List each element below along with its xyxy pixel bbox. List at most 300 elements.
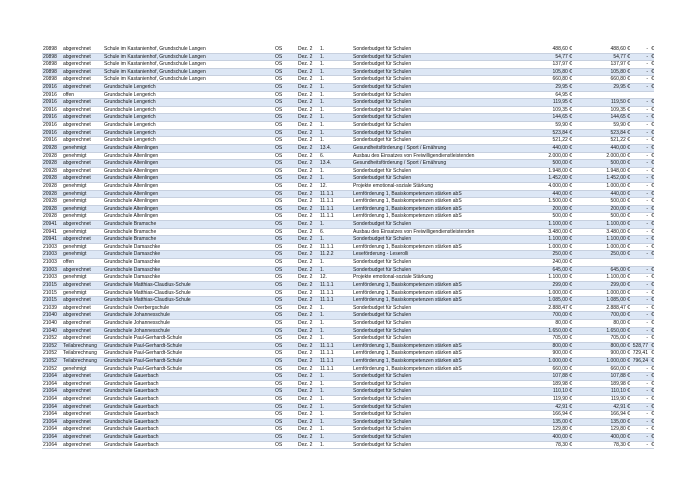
cell-status: genehmigt — [63, 228, 87, 235]
cell-project-id: 20928 — [43, 167, 57, 174]
cell-status: Teilabrechnung — [63, 350, 97, 357]
cell-department: Dez. 2 — [298, 426, 313, 433]
cell-department: Dez. 2 — [298, 297, 313, 304]
cell-status: genehmigt — [63, 205, 87, 212]
cell-status: abgerechnet — [63, 106, 91, 113]
table-row — [42, 206, 654, 214]
cell-measure-description: Lernförderung 1, Basiskompetenzen stärken abS — [353, 342, 462, 349]
table-row — [42, 229, 654, 237]
cell-measure-number: 1. — [320, 122, 325, 129]
cell-status: abgerechnet — [63, 160, 91, 167]
cell-measure-number: 1. — [320, 418, 325, 425]
table-row — [42, 381, 654, 389]
cell-school: Grundschule Altenlingen — [104, 152, 159, 159]
cell-requested-amount: 166,94 € — [552, 411, 572, 418]
cell-measure-number: 1. — [320, 388, 325, 395]
cell-approved-amount: 78,30 € — [613, 441, 630, 448]
table-row — [42, 373, 654, 381]
cell-measure-number: 1. — [320, 91, 325, 98]
cell-region: OS — [275, 243, 283, 250]
cell-remaining-amount: - — [646, 312, 648, 319]
cell-school: Grundschule Gauerbach — [104, 434, 159, 441]
cell-measure-description: Sonderbudget für Schulen — [353, 221, 412, 228]
cell-department: Dez. 2 — [298, 190, 313, 197]
cell-school: Schule im Kastanienhof, Grundschule Langen — [104, 61, 206, 68]
cell-school: Schule im Kastanienhof, Grundschule Langen — [104, 46, 206, 52]
cell-project-id: 21064 — [43, 388, 57, 395]
cell-status: abgerechnet — [63, 426, 91, 433]
cell-project-id: 20928 — [43, 213, 57, 220]
cell-currency-symbol: € — [651, 76, 654, 83]
cell-school: Grundschule Lengerich — [104, 91, 156, 98]
cell-measure-number: 12. — [320, 274, 327, 281]
cell-region: OS — [275, 53, 283, 60]
cell-currency-symbol: € — [651, 198, 654, 205]
cell-status: abgerechnet — [63, 327, 91, 334]
cell-status: abgerechnet — [63, 373, 91, 380]
cell-project-id: 20916 — [43, 114, 57, 121]
cell-project-id: 20898 — [43, 76, 57, 83]
cell-currency-symbol: € — [651, 205, 654, 212]
cell-measure-number: 1. — [320, 221, 325, 228]
cell-approved-amount: 59,90 € — [613, 122, 630, 129]
cell-project-id: 21052 — [43, 335, 57, 342]
cell-remaining-amount: - — [646, 175, 648, 182]
cell-requested-amount: 129,80 € — [552, 426, 572, 433]
cell-measure-number: 11.1.1 — [320, 350, 334, 357]
cell-project-id: 20928 — [43, 144, 57, 151]
cell-currency-symbol: € — [651, 61, 654, 68]
cell-currency-symbol: € — [651, 411, 654, 418]
cell-approved-amount: 500,00 € — [610, 198, 630, 205]
cell-requested-amount: 1.650,00 € — [548, 327, 572, 334]
cell-approved-amount: 500,00 € — [610, 160, 630, 167]
cell-school: Grundschule Damaschke — [104, 259, 161, 266]
cell-status: genehmigt — [63, 251, 87, 258]
cell-project-id: 20928 — [43, 190, 57, 197]
cell-school: Schule im Kastanienhof, Grundschule Langen — [104, 53, 206, 60]
cell-remaining-amount: - — [646, 167, 648, 174]
cell-department: Dez. 2 — [298, 167, 313, 174]
cell-requested-amount: 1.085,00 € — [548, 297, 572, 304]
cell-measure-number: 11.1.1 — [320, 365, 334, 372]
cell-school: Grundschule Damaschke — [104, 266, 161, 273]
cell-currency-symbol: € — [651, 122, 654, 129]
table-row — [42, 99, 654, 107]
cell-currency-symbol: € — [651, 350, 654, 357]
cell-approved-amount: 500,00 € — [610, 213, 630, 220]
cell-measure-description: Lernförderung 1, Basiskompetenzen stärken abS — [353, 365, 462, 372]
cell-measure-description: Sonderbudget für Schulen — [353, 426, 412, 433]
cell-measure-number: 1. — [320, 259, 325, 266]
cell-region: OS — [275, 106, 283, 113]
cell-currency-symbol: € — [651, 418, 654, 425]
cell-school: Grundschule Gauerbach — [104, 396, 159, 403]
cell-region: OS — [275, 76, 283, 83]
table-row — [42, 46, 654, 54]
cell-remaining-amount: - — [646, 46, 648, 52]
cell-project-id: 21003 — [43, 251, 57, 258]
cell-measure-description: Sonderbudget für Schulen — [353, 266, 412, 273]
cell-approved-amount: 54,77 € — [613, 53, 630, 60]
cell-project-id: 20898 — [43, 61, 57, 68]
cell-department: Dez. 2 — [298, 205, 313, 212]
cell-status: Teilabrechnung — [63, 357, 97, 364]
cell-region: OS — [275, 152, 283, 159]
cell-department: Dez. 2 — [298, 182, 313, 189]
cell-remaining-amount: - — [646, 99, 648, 106]
cell-remaining-amount: - — [646, 205, 648, 212]
cell-project-id: 21040 — [43, 327, 57, 334]
cell-school: Grundschule Gauerbach — [104, 441, 159, 448]
cell-measure-description: Sonderbudget für Schulen — [353, 106, 412, 113]
cell-approved-amount: 1.000,00 € — [606, 357, 630, 364]
table-row — [42, 130, 654, 138]
table-row — [42, 76, 654, 84]
cell-measure-description: Sonderbudget für Schulen — [353, 68, 412, 75]
cell-project-id: 20916 — [43, 84, 57, 91]
cell-currency-symbol: € — [651, 380, 654, 387]
cell-approved-amount: 80,00 € — [613, 319, 630, 326]
table-row — [42, 274, 654, 282]
cell-school: Grundschule Altenlingen — [104, 175, 159, 182]
cell-remaining-amount: - — [646, 266, 648, 273]
table-row — [42, 396, 654, 404]
cell-measure-number: 1. — [320, 266, 325, 273]
cell-project-id: 21015 — [43, 281, 57, 288]
cell-project-id: 20916 — [43, 137, 57, 144]
cell-requested-amount: 900,00 € — [552, 350, 572, 357]
cell-project-id: 20898 — [43, 68, 57, 75]
cell-status: genehmigt — [63, 152, 87, 159]
cell-project-id: 20916 — [43, 91, 57, 98]
cell-remaining-amount: - — [646, 411, 648, 418]
cell-school: Grundschule Matthias-Claudius-Schule — [104, 297, 191, 304]
cell-requested-amount: 144,65 € — [552, 114, 572, 121]
cell-remaining-amount: - — [646, 198, 648, 205]
cell-project-id: 21040 — [43, 319, 57, 326]
cell-department: Dez. 2 — [298, 357, 313, 364]
cell-region: OS — [275, 259, 283, 266]
cell-remaining-amount: - — [646, 396, 648, 403]
cell-school: Grundschule Overbergschule — [104, 304, 170, 311]
cell-approved-amount: 800,00 € — [610, 342, 630, 349]
cell-school: Grundschule Altenlingen — [104, 213, 159, 220]
cell-department: Dez. 2 — [298, 396, 313, 403]
cell-approved-amount: 29,95 € — [613, 84, 630, 91]
cell-requested-amount: 2.888,47 € — [548, 304, 572, 311]
cell-school: Schule im Kastanienhof, Grundschule Langen — [104, 68, 206, 75]
cell-measure-number: 1. — [320, 137, 325, 144]
cell-currency-symbol: € — [651, 228, 654, 235]
cell-school: Grundschule Paul-Gerhardt-Schule — [104, 357, 183, 364]
cell-school: Grundschule Bramsche — [104, 236, 157, 243]
cell-currency-symbol: € — [651, 221, 654, 228]
cell-remaining-amount: - — [646, 160, 648, 167]
cell-region: OS — [275, 160, 283, 167]
cell-approved-amount: 250,00 € — [610, 251, 630, 258]
cell-requested-amount: 119,95 € — [552, 99, 572, 106]
cell-approved-amount: 299,00 € — [610, 281, 630, 288]
cell-project-id: 21064 — [43, 434, 57, 441]
cell-measure-description: Leseförderung - Leserolli — [353, 251, 409, 258]
cell-status: abgerechnet — [63, 297, 91, 304]
cell-department: Dez. 2 — [298, 99, 313, 106]
cell-status: abgerechnet — [63, 175, 91, 182]
cell-project-id: 21064 — [43, 426, 57, 433]
cell-requested-amount: 523,84 € — [552, 129, 572, 136]
table-row — [42, 282, 654, 290]
cell-school: Grundschule Gauerbach — [104, 418, 159, 425]
cell-school: Grundschule Bramsche — [104, 228, 157, 235]
table-row — [42, 350, 654, 358]
cell-remaining-amount: - — [646, 373, 648, 380]
cell-status: abgerechnet — [63, 335, 91, 342]
cell-remaining-amount: - — [646, 327, 648, 334]
cell-measure-description: Sonderbudget für Schulen — [353, 434, 412, 441]
table-row — [42, 335, 654, 343]
cell-approved-amount: 110,10 € — [610, 388, 630, 395]
cell-project-id: 20941 — [43, 228, 57, 235]
cell-requested-amount: 299,00 € — [552, 281, 572, 288]
cell-currency-symbol: € — [651, 144, 654, 151]
cell-school: Grundschule Gauerbach — [104, 388, 159, 395]
cell-remaining-amount: - — [646, 122, 648, 129]
cell-currency-symbol: € — [651, 365, 654, 372]
cell-requested-amount: 1.948,00 € — [548, 167, 572, 174]
table-row — [42, 442, 654, 450]
cell-requested-amount: 645,00 € — [552, 266, 572, 273]
table-row — [42, 320, 654, 328]
cell-remaining-amount: - — [646, 68, 648, 75]
cell-department: Dez. 2 — [298, 122, 313, 129]
cell-department: Dez. 2 — [298, 312, 313, 319]
cell-currency-symbol: € — [651, 304, 654, 311]
cell-status: genehmigt — [63, 274, 87, 281]
cell-approved-amount: 42,91 € — [613, 403, 630, 410]
cell-measure-number: 11.2.2 — [320, 251, 334, 258]
cell-approved-amount: 400,00 € — [610, 434, 630, 441]
cell-school: Grundschule Bramsche — [104, 221, 157, 228]
cell-remaining-amount: - — [646, 144, 648, 151]
cell-status: abgerechnet — [63, 418, 91, 425]
table-row — [42, 221, 654, 229]
cell-measure-description: Sonderbudget für Schulen — [353, 91, 412, 98]
cell-school: Grundschule Johannesschule — [104, 319, 170, 326]
cell-measure-description: Sonderbudget für Schulen — [353, 84, 412, 91]
table-row — [42, 251, 654, 259]
cell-project-id: 21015 — [43, 289, 57, 296]
cell-measure-description: Sonderbudget für Schulen — [353, 259, 412, 266]
cell-measure-description: Sonderbudget für Schulen — [353, 53, 412, 60]
cell-measure-description: Sonderbudget für Schulen — [353, 380, 412, 387]
cell-measure-number: 1. — [320, 46, 325, 52]
cell-currency-symbol: € — [651, 167, 654, 174]
cell-currency-symbol: € — [651, 342, 654, 349]
cell-status: abgerechnet — [63, 312, 91, 319]
cell-measure-description: Projekte emotional-soziale Stärkung — [353, 274, 434, 281]
cell-school: Grundschule Lengerich — [104, 84, 156, 91]
cell-project-id: 21003 — [43, 266, 57, 273]
cell-status: abgerechnet — [63, 129, 91, 136]
cell-region: OS — [275, 99, 283, 106]
cell-requested-amount: 1.100,00 € — [548, 221, 572, 228]
cell-measure-description: Lernförderung 1, Basiskompetenzen stärken abS — [353, 213, 462, 220]
cell-project-id: 21015 — [43, 297, 57, 304]
cell-remaining-amount: - — [646, 441, 648, 448]
cell-measure-number: 1. — [320, 84, 325, 91]
cell-status: genehmigt — [63, 243, 87, 250]
cell-remaining-amount: - — [646, 335, 648, 342]
cell-remaining-amount: - — [646, 365, 648, 372]
cell-region: OS — [275, 228, 283, 235]
cell-department: Dez. 2 — [298, 327, 313, 334]
cell-measure-description: Gesundheitsförderung / Sport / Ernährung — [353, 144, 447, 151]
cell-department: Dez. 2 — [298, 418, 313, 425]
cell-remaining-amount: - — [646, 61, 648, 68]
cell-approved-amount: 3.480,00 € — [606, 228, 630, 235]
cell-department: Dez. 2 — [298, 76, 313, 83]
cell-measure-description: Sonderbudget für Schulen — [353, 114, 412, 121]
cell-status: genehmigt — [63, 182, 87, 189]
cell-requested-amount: 1.000,00 € — [548, 243, 572, 250]
cell-region: OS — [275, 114, 283, 121]
cell-currency-symbol: € — [651, 434, 654, 441]
cell-project-id: 20928 — [43, 175, 57, 182]
cell-project-id: 21052 — [43, 365, 57, 372]
cell-measure-description: Sonderbudget für Schulen — [353, 137, 412, 144]
cell-measure-number: 1. — [320, 68, 325, 75]
cell-measure-number: 11.1.1 — [320, 243, 334, 250]
cell-region: OS — [275, 274, 283, 281]
cell-requested-amount: 250,00 € — [552, 251, 572, 258]
cell-project-id: 20898 — [43, 53, 57, 60]
cell-region: OS — [275, 281, 283, 288]
cell-department: Dez. 2 — [298, 434, 313, 441]
cell-currency-symbol: € — [651, 327, 654, 334]
cell-approved-amount: 109,35 € — [610, 106, 630, 113]
cell-approved-amount: 119,50 € — [610, 99, 630, 106]
cell-school: Grundschule Paul-Gerhardt-Schule — [104, 365, 183, 372]
cell-region: OS — [275, 213, 283, 220]
cell-currency-symbol: € — [651, 182, 654, 189]
cell-region: OS — [275, 319, 283, 326]
cell-project-id: 20928 — [43, 205, 57, 212]
cell-requested-amount: 59,90 € — [555, 122, 572, 129]
cell-remaining-amount: - — [646, 388, 648, 395]
cell-remaining-amount: - — [646, 274, 648, 281]
cell-measure-description: Lernförderung 1, Basiskompetenzen stärken abS — [353, 190, 462, 197]
cell-school: Grundschule Altenlingen — [104, 160, 159, 167]
cell-currency-symbol: € — [651, 46, 654, 52]
cell-remaining-amount: - — [646, 129, 648, 136]
cell-requested-amount: 500,00 € — [552, 160, 572, 167]
cell-remaining-amount: 729,41 — [632, 350, 648, 357]
cell-measure-description: Sonderbudget für Schulen — [353, 236, 412, 243]
cell-department: Dez. 2 — [298, 266, 313, 273]
cell-remaining-amount: - — [646, 243, 648, 250]
cell-currency-symbol: € — [651, 312, 654, 319]
cell-requested-amount: 660,00 € — [552, 365, 572, 372]
cell-currency-symbol: € — [651, 129, 654, 136]
cell-project-id: 20928 — [43, 160, 57, 167]
table-row — [42, 114, 654, 122]
cell-school: Grundschule Johannesschule — [104, 327, 170, 334]
cell-project-id: 21064 — [43, 396, 57, 403]
cell-measure-description: Sonderbudget für Schulen — [353, 373, 412, 380]
cell-department: Dez. 2 — [298, 236, 313, 243]
cell-project-id: 20916 — [43, 99, 57, 106]
cell-requested-amount: 137,97 € — [552, 61, 572, 68]
cell-approved-amount: 2.000,00 € — [606, 152, 630, 159]
cell-measure-number: 1. — [320, 167, 325, 174]
cell-measure-number: 12. — [320, 182, 327, 189]
cell-currency-symbol: € — [651, 114, 654, 121]
cell-region: OS — [275, 221, 283, 228]
cell-measure-number: 1. — [320, 304, 325, 311]
table-row — [42, 92, 654, 100]
cell-approved-amount: 1.650,00 € — [606, 327, 630, 334]
cell-measure-description: Sonderbudget für Schulen — [353, 418, 412, 425]
table-row — [42, 145, 654, 153]
cell-measure-description: Projekte emotional-soziale Stärkung — [353, 182, 434, 189]
cell-school: Grundschule Gauerbach — [104, 426, 159, 433]
cell-status: offen — [63, 259, 75, 266]
table-row — [42, 259, 654, 267]
cell-region: OS — [275, 365, 283, 372]
cell-currency-symbol: € — [651, 243, 654, 250]
cell-project-id: 20916 — [43, 129, 57, 136]
cell-remaining-amount: - — [646, 152, 648, 159]
cell-requested-amount: 200,00 € — [552, 205, 572, 212]
cell-school: Grundschule Matthias-Claudius-Schule — [104, 289, 191, 296]
cell-remaining-amount: - — [646, 319, 648, 326]
cell-region: OS — [275, 182, 283, 189]
cell-region: OS — [275, 434, 283, 441]
cell-currency-symbol: € — [651, 373, 654, 380]
table-row — [42, 434, 654, 442]
cell-approved-amount: 144,65 € — [610, 114, 630, 121]
cell-region: OS — [275, 388, 283, 395]
cell-department: Dez. 2 — [298, 403, 313, 410]
cell-remaining-amount: - — [646, 190, 648, 197]
cell-status: genehmigt — [63, 365, 87, 372]
cell-approved-amount: 137,97 € — [610, 61, 630, 68]
cell-requested-amount: 800,00 € — [552, 342, 572, 349]
cell-requested-amount: 1.452,00 € — [548, 175, 572, 182]
cell-project-id: 20916 — [43, 122, 57, 129]
cell-approved-amount: 1.000,00 € — [606, 243, 630, 250]
cell-measure-description: Lernförderung 1, Basiskompetenzen stärken abS — [353, 205, 462, 212]
cell-project-id: 21064 — [43, 411, 57, 418]
cell-requested-amount: 107,88 € — [552, 373, 572, 380]
cell-measure-description: Sonderbudget für Schulen — [353, 167, 412, 174]
cell-requested-amount: 1.000,00 € — [548, 357, 572, 364]
cell-department: Dez. 2 — [298, 221, 313, 228]
cell-measure-number: 1. — [320, 99, 325, 106]
cell-measure-number: 11.1.1 — [320, 281, 334, 288]
cell-measure-number: 1. — [320, 61, 325, 68]
cell-remaining-amount: - — [646, 297, 648, 304]
cell-project-id: 20928 — [43, 152, 57, 159]
cell-requested-amount: 440,00 € — [552, 144, 572, 151]
table-row — [42, 183, 654, 191]
cell-project-id: 20928 — [43, 182, 57, 189]
cell-measure-number: 11.1.1 — [320, 357, 334, 364]
cell-department: Dez. 2 — [298, 152, 313, 159]
cell-approved-amount: 189,98 € — [610, 380, 630, 387]
cell-measure-number: 13.4. — [320, 160, 332, 167]
